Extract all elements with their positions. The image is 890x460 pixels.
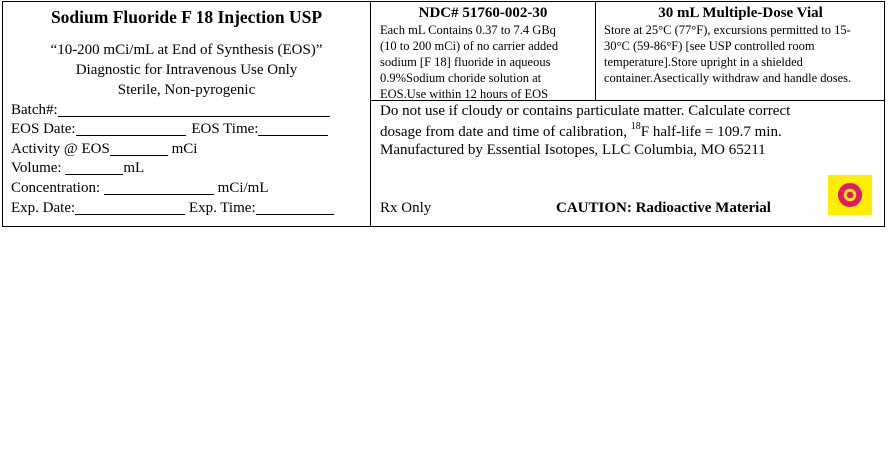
volume-blank [65,160,123,175]
activity-blank [110,141,168,156]
storage-line: temperature].Store upright in a shielded [604,55,803,69]
storage-line: 30°C (59-86°F) [see USP controlled room [604,39,815,53]
concentration-blank [104,180,214,195]
eos-date-label: EOS Date: [11,121,76,137]
use-line: Diagnostic for Intravenous Use Only [75,62,298,78]
composition-line: EOS.Use within 12 hours of EOS [380,87,549,101]
eos-time-blank [258,121,328,136]
concentration-label: Concentration: [11,180,101,196]
expiry-field [11,200,334,217]
storage-block [604,22,851,86]
composition-line: 0.9%Sodium choride solution at [380,71,542,85]
composition-line: (10 to 200 mCi) of no carrier added [380,39,559,53]
concentration-unit: mCi/mL [217,180,269,196]
ndc-number: NDC# 51760-002-30 [418,5,548,21]
exp-date-label: Exp. Date: [11,200,76,216]
sterile-line: Sterile, Non-pyrogenic [117,82,256,98]
exp-time-blank [256,200,334,215]
caution-text: CAUTION: Radioactive Material [556,200,771,216]
batch-label: Batch#: [11,102,58,118]
divider-left-right [370,1,371,227]
eos-time-label: EOS Time: [191,121,259,137]
composition-line: Each mL Contains 0.37 to 7.4 GBq [380,23,556,37]
activity-unit: mCi [171,141,198,157]
composition-block [380,22,558,102]
warning-line-1: Do not use if cloudy or contains particulate matter. Calculate correct [380,103,791,119]
volume-label: Volume: [11,160,62,176]
storage-line: container.Asectically withdraw and handle doses. [604,71,852,85]
activity-field [11,141,197,158]
exp-date-blank [75,200,185,215]
activity-label: Activity @ EOS [11,141,110,157]
warning-line-2 [380,122,782,141]
storage-line: Store at 25°C (77°F), excursions permitted to 15- [604,23,851,37]
concentration-field [11,180,269,197]
eos-date-blank [76,121,186,136]
eos-date-field [11,121,328,138]
vial-title: 30 mL Multiple-Dose Vial [658,5,823,21]
rx-only: Rx Only [380,200,432,216]
warning-text-post: F half-life = 109.7 min. [640,124,782,140]
radiation-trefoil-icon [828,175,872,215]
manufacturer: Manufactured by Essential Isotopes, LLC Columbia, MO 65211 [380,142,766,158]
isotope-superscript: 18 [630,121,641,132]
batch-field [11,102,330,119]
volume-unit: mL [123,160,145,176]
volume-field [11,160,144,177]
batch-blank [58,102,330,117]
exp-time-label: Exp. Time: [188,200,256,216]
composition-line: sodium [F 18] fluoride in aqueous [380,55,551,69]
potency-line: “10-200 mCi/mL at End of Synthesis (EOS)” [50,42,323,58]
product-title: Sodium Fluoride F 18 Injection USP [50,7,323,27]
warning-text-pre: dosage from date and time of calibration, [380,124,631,140]
